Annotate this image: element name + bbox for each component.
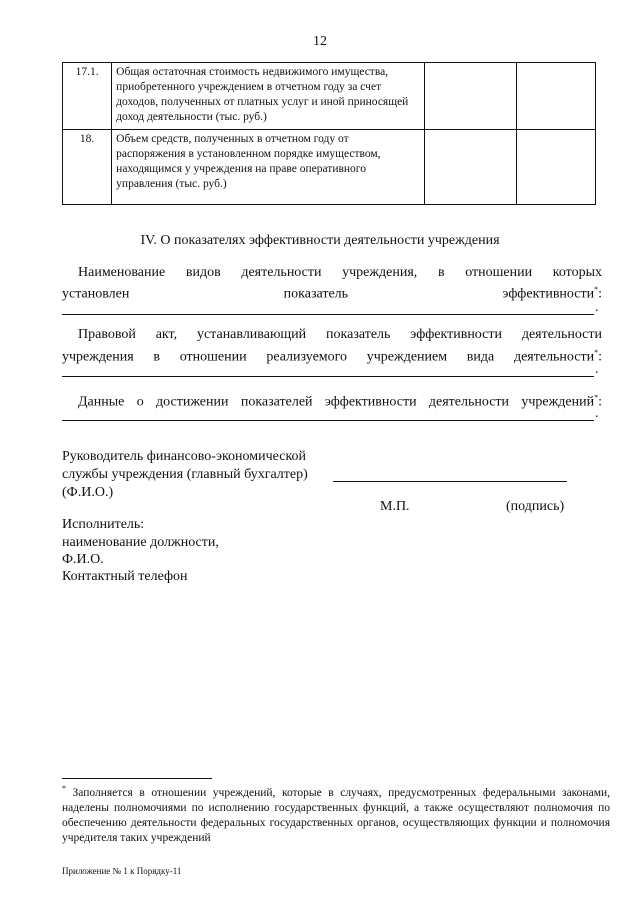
value-cell	[516, 63, 595, 130]
row-description: Общая остаточная стоимость недвижимого имущества, приобретенного учреждением в отчетном году за счет доходов, полученных от платных услуг и иной приносящей доход деятельности (тыс. руб.)	[112, 63, 425, 130]
page-number: 12	[313, 34, 327, 49]
row-description: Объем средств, полученных в отчетном году от распоряжения в установленном порядке имуществом, находящимся у учреждения на праве оперативного управления (тыс. руб.)	[112, 130, 425, 205]
row-number: 18.	[63, 130, 112, 205]
value-cell	[516, 130, 595, 205]
executor-name: Ф.И.О.	[62, 552, 104, 567]
value-cell	[425, 130, 516, 205]
indicators-table	[62, 62, 596, 205]
chief-accountant-line2: службы учреждения (главный бухгалтер)	[62, 467, 308, 482]
footnote: * Заполняется в отношении учреждений, которые в случаях, предусмотренных федеральными законами, наделены полномочиями по исполнению государственных функций, а также осуществляют полномочия по обеспечению деятельности федеральных государственных органов, осуществляющих функции и полномочия учредителя таких учреждений	[62, 784, 610, 844]
para3-line1: Данные о достижении показателей эффективности деятельности учреждений*:	[78, 393, 602, 410]
table-row	[63, 130, 596, 205]
para2-line-end: .	[595, 362, 599, 377]
signature-line	[333, 481, 567, 482]
para2-fill-line	[62, 376, 594, 377]
section-title: IV. О показателях эффективности деятельности учреждения	[140, 233, 500, 248]
para1-fill-line	[62, 314, 594, 315]
signature-label: (подпись)	[506, 499, 565, 514]
executor-position: наименование должности,	[62, 535, 219, 550]
para1-line-end: .	[595, 300, 599, 315]
chief-accountant-line1: Руководитель финансово-экономической	[62, 449, 307, 464]
para1-line1: Наименование видов деятельности учреждения, в отношении которых	[78, 265, 602, 280]
para2-line2: учреждения в отношении реализуемого учреждением вида деятельности*:	[62, 348, 602, 365]
footnote-rule	[62, 778, 212, 779]
appendix-reference: Приложение № 1 к Порядку-11	[62, 866, 182, 876]
para2-line1: Правовой акт, устанавливающий показатель эффективности деятельности	[78, 327, 602, 342]
chief-accountant-name: (Ф.И.О.)	[62, 485, 114, 500]
row-number: 17.1.	[63, 63, 112, 130]
executor-phone: Контактный телефон	[62, 569, 188, 584]
table-row	[63, 63, 596, 130]
para3-line-end: .	[595, 406, 599, 421]
para3-fill-line	[62, 420, 594, 421]
value-cell	[425, 63, 516, 130]
para1-line2: установлен показатель эффективности*:	[62, 285, 602, 302]
stamp-place-label: М.П.	[380, 499, 410, 514]
executor-label: Исполнитель:	[62, 517, 145, 532]
